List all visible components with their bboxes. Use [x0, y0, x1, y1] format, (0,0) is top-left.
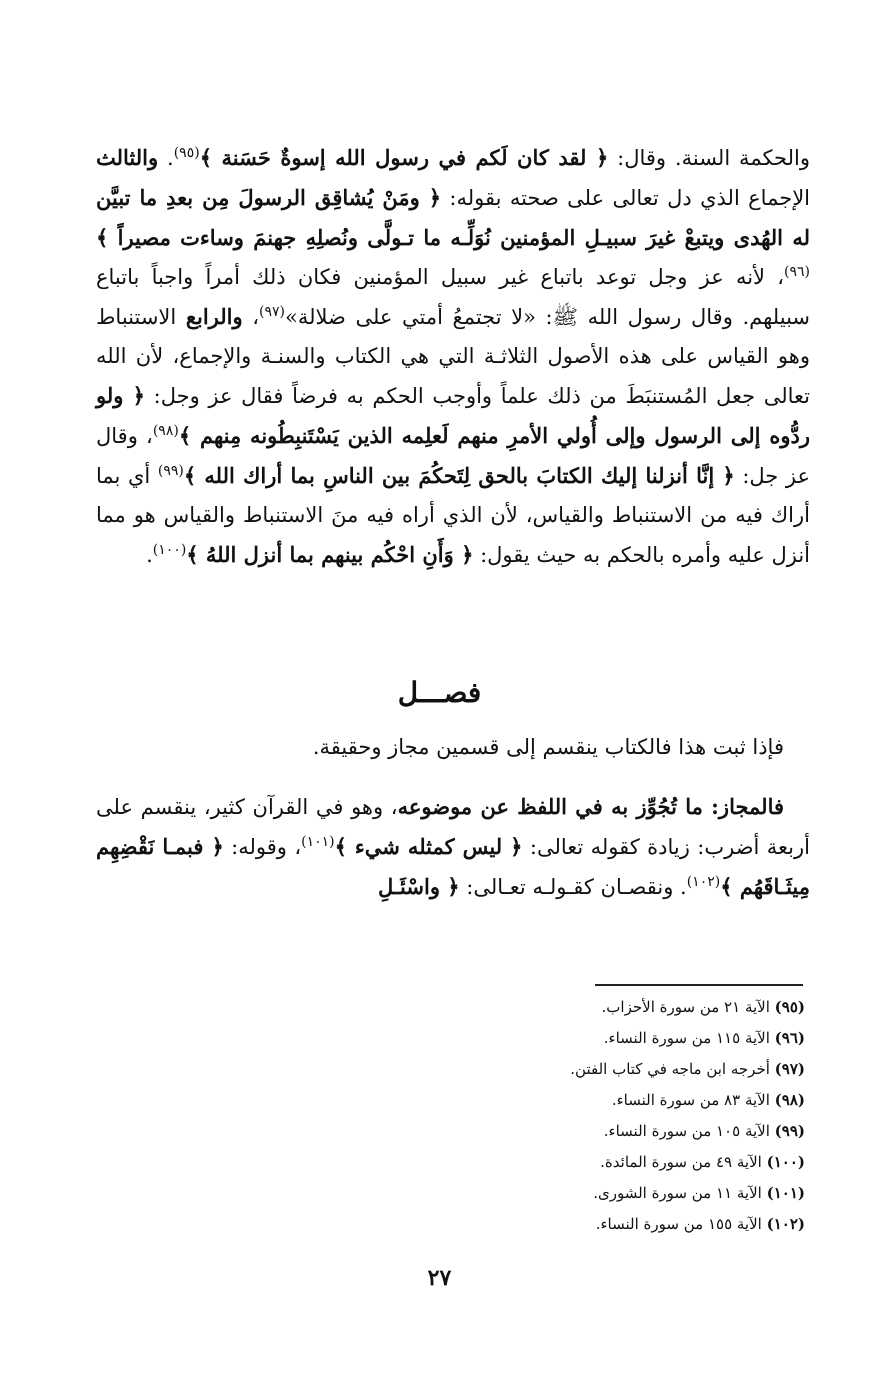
quoted-text: ﴿ ليس كمثله شيء ﴾ — [334, 834, 523, 859]
text-run: ، لأنه عز وجل توعد باتباع غير سبيل المؤمنين فكان ذلك أمراً واجباً باتباع سبيلهم. وقال رسول الله ﷺ: «لا تجتمعُ أمتي على ضلالة» — [96, 265, 810, 329]
footnote-text: الآية ٨٣ من سورة النساء. — [611, 1091, 775, 1109]
text-run: الإجماع الذي دل تعالى على صحته بقوله: — [441, 186, 811, 210]
paragraph-body — [96, 795, 810, 899]
footnote-number: (٩٧) — [774, 1060, 805, 1078]
quoted-text: ﴿ ومَنْ يُشاقِق الرسولَ مِن بعدِ ما تبيَّن له الهُدى ويتبعْ غيرَ سبيـلِ المؤمنين نُوَلِّـه ما تـولَّى ونُصلِهِ جهنمَ وساءت مصيراً ﴾ — [96, 185, 810, 250]
paragraph-text — [96, 138, 810, 575]
text-run: . ونقصـان كقـولـه تعـالى: — [459, 875, 687, 899]
quoted-text: والثالث — [96, 145, 159, 170]
footnote-text: الآية ٢١ من سورة الأحزاب. — [601, 998, 775, 1016]
footnote-ref: (١٠٢) — [686, 874, 721, 890]
footnote-text: أخرجه ابن ماجه في كتاب الفتن. — [570, 1060, 775, 1078]
footnote-number: (١٠١) — [766, 1184, 805, 1202]
quoted-text: فالمجاز: ما تُجُوِّز به في اللفظ عن موضوعه — [397, 794, 785, 819]
footnote-item — [400, 1116, 805, 1147]
text-run: . — [146, 543, 153, 567]
text-run: ، — [242, 305, 260, 329]
text-run: أي بما أراك فيه من الاستنباط والقياس، لأن الذي أراه فيه منَ الاستنباط والقياس هو مما أنزل عليه وأمره بالحكم به حيث يقول: — [96, 464, 810, 567]
footnote-item — [400, 1023, 805, 1054]
footnote-text: الآية ١٥٥ من سورة النساء. — [595, 1215, 767, 1233]
quoted-text: ﴿ لقد كان لَكم في رسول الله إسوةٌ حَسَنة ﴾ — [199, 145, 609, 170]
footnote-ref: (١٠٠) — [152, 542, 187, 558]
quoted-text: ﴿ وَأَنِ احْكُم بينهم بما أنزل اللهُ ﴾ — [186, 542, 474, 567]
section-heading-text: فصـــل — [397, 676, 482, 709]
footnotes-list — [400, 992, 805, 1240]
footnote-item — [400, 1054, 805, 1085]
main-paragraph — [96, 138, 810, 575]
quoted-text: والرابع — [185, 304, 243, 329]
section-heading — [0, 676, 879, 709]
footnote-text: الآية ٤٩ من سورة المائدة. — [600, 1153, 767, 1171]
footnote-number: (٩٦) — [774, 1029, 805, 1047]
paragraph-text — [96, 787, 810, 907]
footnote-number: (٩٨) — [774, 1091, 805, 1109]
text-run: والحكمة السنة. وقال: — [608, 146, 810, 170]
footnote-text: الآية ١٠٥ من سورة النساء. — [603, 1122, 775, 1140]
footnote-ref: (٩٥) — [173, 145, 200, 161]
paragraph-body: فإذا ثبت هذا فالكتاب ينقسم إلى قسمين مجاز وحقيقة. — [312, 735, 784, 759]
text-run: . — [158, 146, 174, 170]
quoted-text: ﴿ ولو ردُّوه إلى الرسول وإلى أُولي الأمرِ منهم لَعلِمه الذين يَسْتَنبِطُونه مِنهم ﴾ — [96, 383, 810, 448]
paragraph-text — [96, 728, 810, 767]
footnote-number: (١٠٠) — [766, 1153, 805, 1171]
intro-paragraph — [96, 728, 810, 767]
footnote-item — [400, 1178, 805, 1209]
footnote-item — [400, 1147, 805, 1178]
footnote-text: الآية ١١٥ من سورة النساء. — [603, 1029, 775, 1047]
text-run: ، وقال عز جل: — [96, 424, 811, 488]
quoted-text: ﴿ واسْئَـلِ — [378, 874, 460, 899]
footnote-ref: (٩٦) — [784, 264, 810, 280]
text-run: ، وهو في القرآن كثير، ينقسم على أربعة أضرب: زيادة كقوله تعالى: — [96, 795, 810, 859]
quoted-text: ﴿ فبمـا نَقْضِهِم مِيثَـاقَهُم ﴾ — [96, 834, 810, 899]
text-run: ، وقوله: — [223, 835, 302, 859]
footnote-divider — [595, 984, 803, 986]
text-run: الاستنباط وهو القياس على هذه الأصول الثلاثـة التي هي الكتاب والسنـة والإجماع، لأن الله تعالى جعل المُستنبَطَ من ذلك علماً وأوجب الحكم به فرضاً فقال عز وجل: — [96, 305, 810, 408]
footnote-item — [400, 1085, 805, 1116]
footnote-number: (٩٥) — [774, 998, 805, 1016]
majaz-paragraph — [96, 787, 810, 907]
footnote-ref: (٩٧) — [259, 304, 285, 320]
footnote-number: (١٠٢) — [766, 1215, 805, 1233]
footnote-number: (٩٩) — [774, 1122, 805, 1140]
footnote-ref: (١٠١) — [301, 834, 335, 850]
quoted-text: ﴿ إنَّا أنزلنا إليك الكتابَ بالحق لِتَحكُمَ بين الناسِ بما أراك الله ﴾ — [183, 463, 735, 488]
footnote-text: الآية ١١ من سورة الشورى. — [593, 1184, 767, 1202]
footnote-ref: (٩٩) — [157, 463, 184, 479]
footnote-item — [400, 992, 805, 1023]
page-number: ٢٧ — [427, 1265, 452, 1291]
footnote-ref: (٩٨) — [152, 423, 179, 439]
footnote-item — [400, 1209, 805, 1240]
